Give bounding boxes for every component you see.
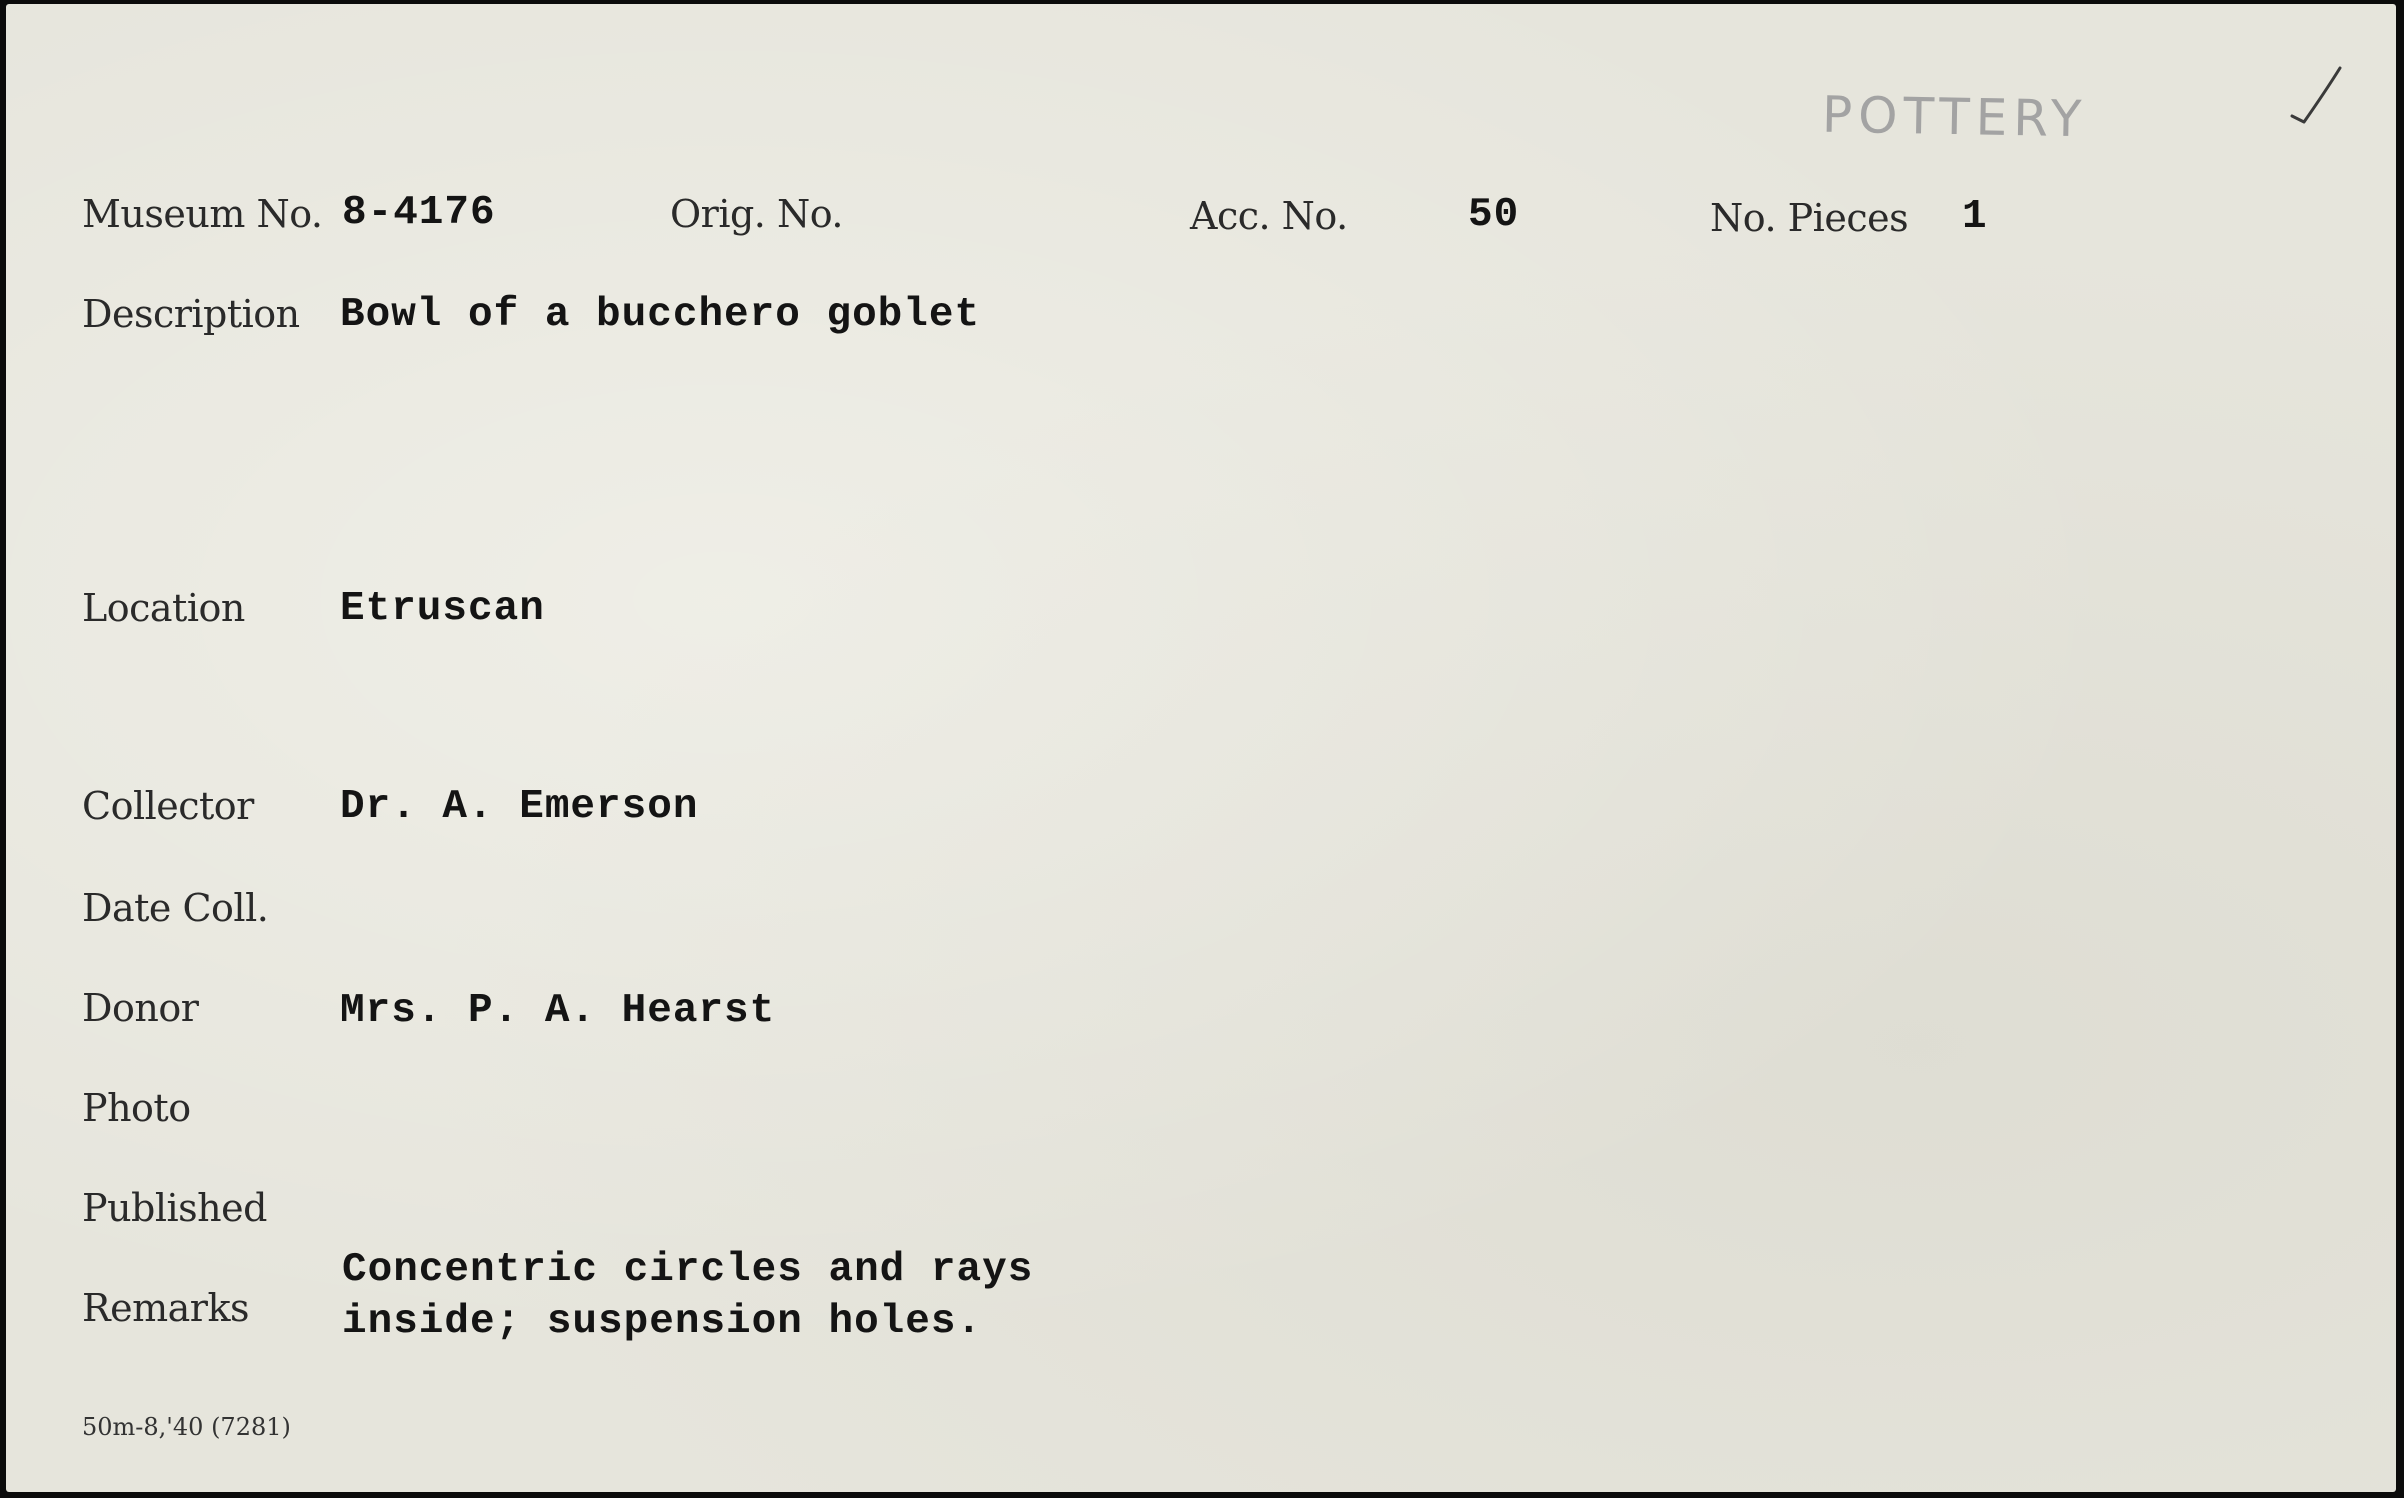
no-pieces-value: 1 [1962,194,1988,240]
acc-no-value: 50 [1468,192,1520,238]
museum-no-value: 8-4176 [342,190,496,236]
orig-no-label: Orig. No. [670,192,843,236]
remarks-value [342,1244,1033,1348]
remarks-line-2: inside; suspension holes. [342,1299,983,1345]
description-value: Bowl of a bucchero goblet [340,292,981,338]
photo-label: Photo [82,1086,191,1130]
museum-no-label: Museum No. [82,192,323,236]
location-label: Location [82,586,245,630]
collector-value: Dr. A. Emerson [340,784,699,830]
donor-value: Mrs. P. A. Hearst [340,988,776,1034]
remarks-line-1: Concentric circles and rays [342,1247,1034,1293]
description-label: Description [82,292,300,336]
no-pieces-label: No. Pieces [1710,196,1909,240]
category-stamp: POTTERY [1821,85,2088,149]
published-label: Published [82,1186,267,1230]
date-coll-label: Date Coll. [82,886,269,930]
collector-label: Collector [82,784,254,828]
donor-label: Donor [82,986,199,1030]
location-value: Etruscan [340,586,545,632]
acc-no-label: Acc. No. [1190,194,1348,238]
remarks-label: Remarks [82,1286,249,1330]
check-mark-icon [2290,62,2350,152]
print-code: 50m-8,'40 (7281) [82,1413,291,1441]
